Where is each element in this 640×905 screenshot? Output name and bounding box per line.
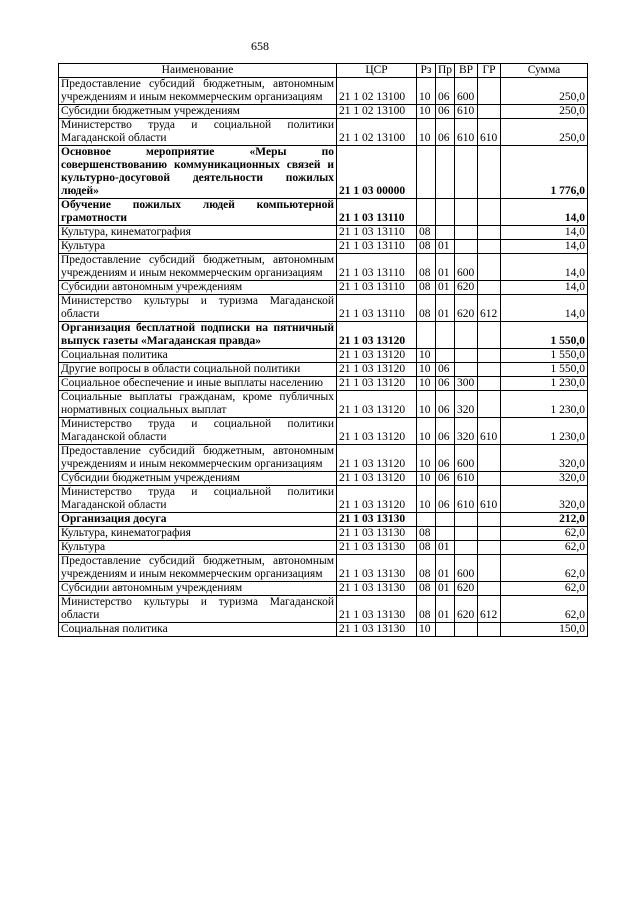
- cell-gr: [478, 254, 501, 281]
- cell-pr: 01: [436, 240, 455, 254]
- cell-rz: 10: [417, 623, 436, 637]
- cell-pr: [436, 527, 455, 541]
- cell-vr: [455, 623, 478, 637]
- cell-pr: 06: [436, 472, 455, 486]
- cell-sum: 1 230,0: [501, 418, 588, 445]
- cell-sum: 14,0: [501, 281, 588, 295]
- cell-vr: 610: [455, 119, 478, 146]
- table-row: [59, 281, 588, 295]
- cell-sum: 14,0: [501, 240, 588, 254]
- table-row: [59, 377, 588, 391]
- cell-sum: 320,0: [501, 445, 588, 472]
- cell-sum: 1 230,0: [501, 377, 588, 391]
- cell-rz: [417, 146, 436, 199]
- cell-pr: 06: [436, 363, 455, 377]
- cell-csr: 21 1 03 13110: [337, 226, 417, 240]
- cell-csr: 21 1 03 13110: [337, 199, 417, 226]
- cell-rz: 08: [417, 281, 436, 295]
- cell-rz: 10: [417, 377, 436, 391]
- cell-rz: 10: [417, 363, 436, 377]
- cell-vr: [455, 541, 478, 555]
- cell-sum: 62,0: [501, 527, 588, 541]
- cell-name: Предоставление субсидий бюджетным, автономным учреждениям и иным некоммерческим организациям: [59, 254, 337, 281]
- cell-pr: 01: [436, 582, 455, 596]
- cell-pr: 01: [436, 596, 455, 623]
- cell-name: Социальное обеспечение и иные выплаты населению: [59, 377, 337, 391]
- cell-pr: [436, 623, 455, 637]
- cell-pr: [436, 322, 455, 349]
- cell-csr: 21 1 03 13130: [337, 541, 417, 555]
- cell-csr: 21 1 03 13130: [337, 555, 417, 582]
- cell-vr: 610: [455, 105, 478, 119]
- cell-rz: [417, 199, 436, 226]
- cell-csr: 21 1 03 13120: [337, 418, 417, 445]
- cell-vr: [455, 146, 478, 199]
- cell-vr: 320: [455, 391, 478, 418]
- column-header-csr: ЦСР: [337, 64, 417, 78]
- cell-pr: 06: [436, 486, 455, 513]
- cell-pr: 06: [436, 105, 455, 119]
- table-row: [59, 254, 588, 281]
- cell-name: Культура: [59, 240, 337, 254]
- cell-rz: 08: [417, 596, 436, 623]
- cell-gr: [478, 513, 501, 527]
- cell-vr: 620: [455, 596, 478, 623]
- cell-name: Организация досуга: [59, 513, 337, 527]
- budget-table: [58, 63, 588, 637]
- cell-gr: [478, 105, 501, 119]
- cell-rz: 10: [417, 391, 436, 418]
- cell-vr: [455, 527, 478, 541]
- cell-vr: [455, 513, 478, 527]
- column-header-pr: Пр: [436, 64, 455, 78]
- cell-pr: [436, 146, 455, 199]
- cell-vr: 610: [455, 486, 478, 513]
- cell-sum: 1 550,0: [501, 322, 588, 349]
- cell-gr: [478, 363, 501, 377]
- cell-gr: 612: [478, 596, 501, 623]
- cell-gr: [478, 281, 501, 295]
- cell-vr: 600: [455, 445, 478, 472]
- cell-pr: 01: [436, 295, 455, 322]
- cell-sum: 1 550,0: [501, 363, 588, 377]
- table-row: [59, 105, 588, 119]
- cell-gr: [478, 226, 501, 240]
- cell-csr: 21 1 03 13110: [337, 254, 417, 281]
- cell-gr: 610: [478, 119, 501, 146]
- cell-sum: 1 550,0: [501, 349, 588, 363]
- cell-rz: 08: [417, 582, 436, 596]
- cell-csr: 21 1 03 13120: [337, 377, 417, 391]
- cell-rz: 08: [417, 555, 436, 582]
- cell-vr: 620: [455, 281, 478, 295]
- cell-gr: [478, 322, 501, 349]
- table-row: [59, 240, 588, 254]
- cell-name: Культура, кинематография: [59, 226, 337, 240]
- cell-name: Предоставление субсидий бюджетным, автономным учреждениям и иным некоммерческим организациям: [59, 445, 337, 472]
- cell-name: Социальная политика: [59, 349, 337, 363]
- cell-sum: 62,0: [501, 596, 588, 623]
- cell-csr: 21 1 03 13120: [337, 349, 417, 363]
- cell-vr: [455, 322, 478, 349]
- cell-name: Другие вопросы в области социальной политики: [59, 363, 337, 377]
- cell-vr: [455, 363, 478, 377]
- cell-sum: 14,0: [501, 226, 588, 240]
- cell-sum: 1 776,0: [501, 146, 588, 199]
- cell-name: Субсидии бюджетным учреждениям: [59, 105, 337, 119]
- cell-vr: 320: [455, 418, 478, 445]
- cell-sum: 62,0: [501, 582, 588, 596]
- cell-gr: [478, 199, 501, 226]
- column-header-sum: Сумма: [501, 64, 588, 78]
- page-number: 658: [251, 39, 269, 53]
- cell-csr: 21 1 03 13130: [337, 527, 417, 541]
- cell-vr: [455, 199, 478, 226]
- cell-gr: [478, 377, 501, 391]
- cell-pr: [436, 226, 455, 240]
- cell-rz: 08: [417, 226, 436, 240]
- column-header-rz: Рз: [417, 64, 436, 78]
- table-row: [59, 78, 588, 105]
- table-row: [59, 363, 588, 377]
- cell-csr: 21 1 03 13120: [337, 391, 417, 418]
- table-row: [59, 226, 588, 240]
- cell-name: Субсидии автономным учреждениям: [59, 281, 337, 295]
- cell-rz: 10: [417, 105, 436, 119]
- cell-name: Культура: [59, 541, 337, 555]
- table-row: [59, 623, 588, 637]
- cell-csr: 21 1 03 13120: [337, 363, 417, 377]
- cell-gr: [478, 472, 501, 486]
- cell-vr: [455, 240, 478, 254]
- table-row: [59, 391, 588, 418]
- cell-sum: 62,0: [501, 541, 588, 555]
- cell-gr: [478, 445, 501, 472]
- cell-csr: 21 1 03 13130: [337, 623, 417, 637]
- table-row: [59, 445, 588, 472]
- cell-csr: 21 1 03 13120: [337, 486, 417, 513]
- cell-name: Культура, кинематография: [59, 527, 337, 541]
- cell-sum: 14,0: [501, 295, 588, 322]
- cell-name: Министерство труда и социальной политики Магаданской области: [59, 486, 337, 513]
- table-row: [59, 596, 588, 623]
- cell-sum: 14,0: [501, 254, 588, 281]
- cell-rz: 08: [417, 541, 436, 555]
- cell-name: Основное мероприятие «Меры по совершенствованию коммуникационных связей и культурно-досуговой деятельности пожилых людей»: [59, 146, 337, 199]
- cell-gr: [478, 146, 501, 199]
- cell-pr: 01: [436, 555, 455, 582]
- table-row: [59, 582, 588, 596]
- cell-vr: 610: [455, 472, 478, 486]
- cell-name: Субсидии автономным учреждениям: [59, 582, 337, 596]
- table-header-row: [59, 64, 588, 78]
- table-row: [59, 199, 588, 226]
- cell-rz: 10: [417, 78, 436, 105]
- cell-csr: 21 1 03 13110: [337, 240, 417, 254]
- table-row: [59, 472, 588, 486]
- cell-sum: 14,0: [501, 199, 588, 226]
- table-row: [59, 486, 588, 513]
- cell-sum: 212,0: [501, 513, 588, 527]
- cell-csr: 21 1 03 13120: [337, 472, 417, 486]
- cell-gr: [478, 623, 501, 637]
- cell-pr: 01: [436, 541, 455, 555]
- cell-pr: [436, 349, 455, 363]
- cell-name: Предоставление субсидий бюджетным, автономным учреждениям и иным некоммерческим организациям: [59, 78, 337, 105]
- cell-gr: 612: [478, 295, 501, 322]
- cell-name: Социальная политика: [59, 623, 337, 637]
- cell-sum: 62,0: [501, 555, 588, 582]
- cell-sum: 1 230,0: [501, 391, 588, 418]
- cell-rz: 10: [417, 349, 436, 363]
- cell-gr: [478, 391, 501, 418]
- cell-rz: [417, 322, 436, 349]
- cell-gr: [478, 349, 501, 363]
- column-header-name: Наименование: [59, 64, 337, 78]
- cell-vr: 600: [455, 254, 478, 281]
- cell-gr: [478, 541, 501, 555]
- cell-pr: 06: [436, 78, 455, 105]
- cell-gr: [478, 240, 501, 254]
- cell-vr: [455, 226, 478, 240]
- cell-sum: 320,0: [501, 472, 588, 486]
- cell-pr: 06: [436, 119, 455, 146]
- cell-rz: 08: [417, 527, 436, 541]
- cell-csr: 21 1 03 13120: [337, 322, 417, 349]
- cell-pr: 01: [436, 254, 455, 281]
- cell-csr: 21 1 02 13100: [337, 78, 417, 105]
- cell-pr: 06: [436, 391, 455, 418]
- cell-csr: 21 1 03 13110: [337, 281, 417, 295]
- cell-rz: 10: [417, 486, 436, 513]
- cell-name: Министерство труда и социальной политики Магаданской области: [59, 119, 337, 146]
- cell-rz: 10: [417, 418, 436, 445]
- cell-rz: 08: [417, 295, 436, 322]
- cell-name: Министерство труда и социальной политики Магаданской области: [59, 418, 337, 445]
- cell-vr: 300: [455, 377, 478, 391]
- cell-sum: 250,0: [501, 119, 588, 146]
- cell-csr: 21 1 02 13100: [337, 105, 417, 119]
- cell-csr: 21 1 02 13100: [337, 119, 417, 146]
- cell-pr: 06: [436, 377, 455, 391]
- cell-sum: 250,0: [501, 105, 588, 119]
- cell-pr: 06: [436, 445, 455, 472]
- cell-gr: [478, 78, 501, 105]
- cell-sum: 250,0: [501, 78, 588, 105]
- cell-name: Социальные выплаты гражданам, кроме публичных нормативных социальных выплат: [59, 391, 337, 418]
- table-row: [59, 349, 588, 363]
- cell-vr: 620: [455, 582, 478, 596]
- table-body: [59, 78, 588, 637]
- cell-vr: 620: [455, 295, 478, 322]
- cell-rz: 08: [417, 240, 436, 254]
- cell-csr: 21 1 03 13120: [337, 445, 417, 472]
- cell-csr: 21 1 03 00000: [337, 146, 417, 199]
- cell-csr: 21 1 03 13130: [337, 582, 417, 596]
- cell-vr: [455, 349, 478, 363]
- cell-name: Субсидии бюджетным учреждениям: [59, 472, 337, 486]
- column-header-gr: ГР: [478, 64, 501, 78]
- cell-gr: 610: [478, 486, 501, 513]
- table-row: [59, 527, 588, 541]
- cell-csr: 21 1 03 13110: [337, 295, 417, 322]
- table-row: [59, 541, 588, 555]
- cell-name: Обучение пожилых людей компьютерной грамотности: [59, 199, 337, 226]
- table-row: [59, 418, 588, 445]
- table-row: [59, 119, 588, 146]
- cell-csr: 21 1 03 13130: [337, 596, 417, 623]
- cell-pr: [436, 199, 455, 226]
- cell-rz: 10: [417, 119, 436, 146]
- cell-gr: [478, 555, 501, 582]
- cell-pr: [436, 513, 455, 527]
- table-row: [59, 555, 588, 582]
- cell-csr: 21 1 03 13130: [337, 513, 417, 527]
- table-row: [59, 146, 588, 199]
- cell-gr: 610: [478, 418, 501, 445]
- cell-gr: [478, 527, 501, 541]
- column-header-vr: ВР: [455, 64, 478, 78]
- cell-name: Предоставление субсидий бюджетным, автономным учреждениям и иным некоммерческим организациям: [59, 555, 337, 582]
- table-row: [59, 322, 588, 349]
- cell-pr: 06: [436, 418, 455, 445]
- cell-rz: 08: [417, 254, 436, 281]
- cell-rz: 10: [417, 472, 436, 486]
- cell-vr: 600: [455, 555, 478, 582]
- cell-rz: [417, 513, 436, 527]
- cell-rz: 10: [417, 445, 436, 472]
- table-row: [59, 513, 588, 527]
- cell-name: Министерство культуры и туризма Магаданской области: [59, 596, 337, 623]
- cell-name: Организация бесплатной подписки на пятничный выпуск газеты «Магаданская правда»: [59, 322, 337, 349]
- table-row: [59, 295, 588, 322]
- cell-vr: 600: [455, 78, 478, 105]
- cell-gr: [478, 582, 501, 596]
- cell-sum: 150,0: [501, 623, 588, 637]
- cell-sum: 320,0: [501, 486, 588, 513]
- cell-pr: 01: [436, 281, 455, 295]
- cell-name: Министерство культуры и туризма Магаданской области: [59, 295, 337, 322]
